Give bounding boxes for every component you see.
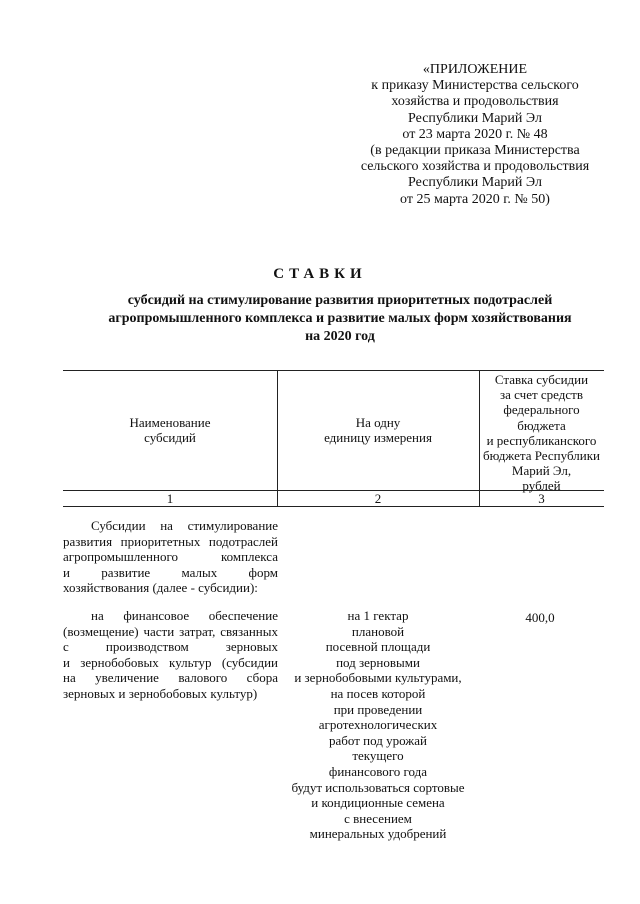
row-unit-line: на посев которой [330, 685, 426, 701]
column-number: 3 [538, 491, 545, 506]
row-unit-line: при проведении [333, 701, 423, 717]
appendix-line: к приказу Министерства сельского [371, 78, 579, 94]
column-number: 2 [374, 491, 382, 506]
row-unit-line: посевной площади [325, 639, 431, 655]
row-unit-line: на 1 гектар [347, 608, 409, 623]
row-subsidy-rate: 400,0 [525, 610, 555, 625]
appendix-line: сельского хозяйства и продовольствия [360, 159, 590, 175]
row-unit-line: под зерновыми [336, 654, 420, 670]
section-line: и развитие малых форм [63, 564, 278, 580]
section-line: Субсидии на стимулирование [91, 518, 278, 533]
row-unit-line: минеральных удобрений [309, 826, 447, 842]
table-top-rule [63, 370, 604, 371]
header-per-unit [277, 415, 479, 445]
row-unit-of-measure [280, 608, 476, 842]
header-text: и республиканского [486, 432, 597, 448]
document-subtitle [40, 292, 640, 346]
subtitle-line: на 2020 год [305, 329, 375, 344]
header-text: рублей [522, 478, 561, 494]
header-text: Наименование [129, 415, 211, 430]
row-unit-line: и кондиционные семена [311, 795, 445, 811]
row-unit-line: агротехнологических [318, 717, 438, 733]
row-unit-line: будут использоваться сортовые [291, 779, 465, 795]
appendix-line: Республики Марий Эл [408, 175, 542, 191]
row-unit-line: работ под урожай [329, 732, 427, 748]
document-title: СТАВКИ [273, 266, 367, 282]
row-unit-line: плановой [351, 623, 405, 639]
header-text: Марий Эл, [511, 463, 572, 479]
appendix-line: Республики Марий Эл [408, 110, 542, 126]
section-line: агропромышленного комплекса [63, 549, 278, 565]
appendix-line: «ПРИЛОЖЕНИЕ [422, 62, 528, 77]
row-subsidy-name [63, 608, 278, 702]
appendix-line: от 23 марта 2020 г. № 48 [402, 126, 548, 142]
header-text: единицу измерения [324, 430, 432, 446]
appendix-line: от 25 марта 2020 г. № 50) [400, 191, 550, 207]
appendix-header [320, 62, 630, 208]
header-text: бюджета Республики [483, 448, 600, 464]
row-unit-line: текущего [352, 748, 404, 764]
column-number: 1 [166, 491, 174, 506]
appendix-line: (в редакции приказа Министерства [370, 143, 580, 159]
section-heading [63, 518, 278, 596]
header-text: федерального [503, 402, 580, 418]
header-name-of-subsidies [63, 415, 277, 445]
row-name-line: зерновых и зернобобовых культур) [63, 685, 258, 701]
header-text: за счет средств [500, 387, 583, 403]
row-name-line: (возмещение) части затрат, связанных [63, 623, 278, 639]
row-unit-line: финансового года [328, 763, 428, 779]
row-name-line: и зернобобовых культур (субсидии [63, 654, 278, 670]
row-name-line: на финансовое обеспечение [91, 608, 278, 623]
header-text: бюджета [517, 417, 566, 433]
section-line: развития приоритетных подотраслей [63, 533, 278, 549]
section-line: хозяйствования (далее - субсидии): [63, 580, 258, 596]
row-unit-line: с внесением [344, 810, 412, 826]
appendix-line: хозяйства и продовольствия [391, 94, 559, 110]
header-text: субсидий [144, 430, 196, 446]
header-subsidy-rate [479, 372, 604, 494]
subtitle-line: субсидий на стимулирование развития приоритетных подотраслей [127, 293, 553, 308]
row-name-line: на увеличение валового сбора [63, 670, 278, 686]
header-text: На одну [355, 415, 401, 430]
header-text: Ставка субсидии [494, 372, 589, 387]
row-unit-line: и зернобобовыми культурами, [294, 670, 462, 686]
subtitle-line: агропромышленного комплекса и развитие малых форм хозяйствования [108, 311, 572, 326]
row-name-line: с производством зерновых [63, 639, 278, 655]
